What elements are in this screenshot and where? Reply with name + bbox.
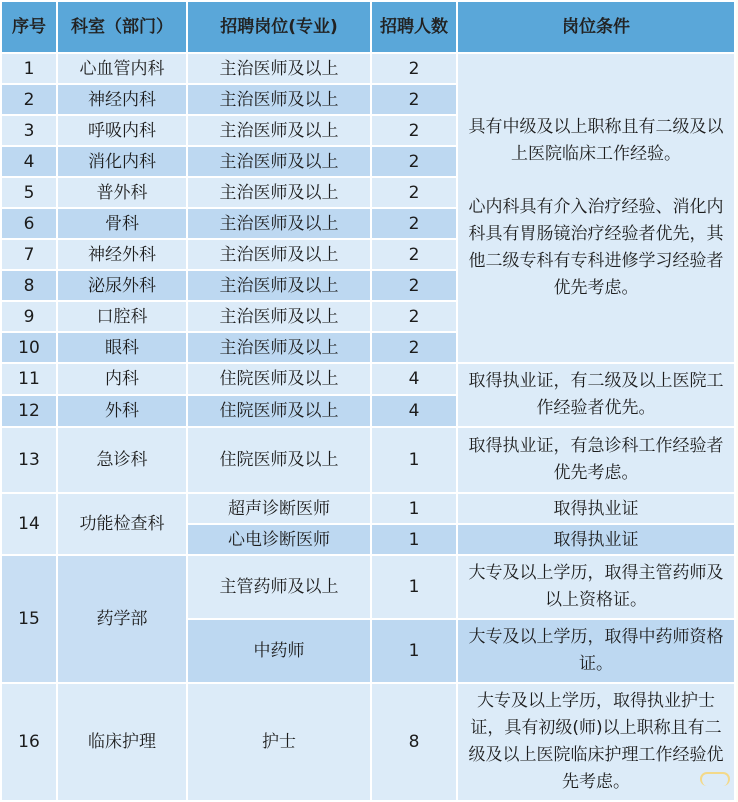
cell-no: 1 [1,53,57,84]
cell-post: 住院医师及以上 [187,395,371,427]
cell-post: 护士 [187,683,371,801]
cell-count: 1 [371,555,457,619]
cell-dept: 神经内科 [57,84,187,115]
cell-conditions: 取得执业证 [457,524,735,555]
cell-count: 2 [371,177,457,208]
cell-conditions-group2: 取得执业证，有二级及以上医院工作经验者优先。 [457,363,735,427]
cell-dept: 骨科 [57,208,187,239]
cell-dept: 药学部 [57,555,187,683]
cell-count: 1 [371,524,457,555]
table-row [1,53,735,84]
header-dept: 科室（部门） [57,1,187,53]
cell-post: 主治医师及以上 [187,53,371,84]
cell-dept: 急诊科 [57,427,187,493]
cell-dept: 眼科 [57,332,187,363]
cell-post: 主治医师及以上 [187,270,371,301]
cell-no: 4 [1,146,57,177]
table-row [1,427,735,493]
cell-dept: 神经外科 [57,239,187,270]
cell-conditions-row16: 大专及以上学历，取得执业护士证，具有初级(师)以上职称且有二级及以上医院临床护理工作经验优先考虑。 [457,683,735,801]
table-row [1,683,735,801]
cell-no: 2 [1,84,57,115]
cell-dept: 呼吸内科 [57,115,187,146]
cell-post: 中药师 [187,619,371,683]
cell-post: 主治医师及以上 [187,115,371,146]
decorative-corner [700,772,730,786]
cell-count: 2 [371,239,457,270]
table-row [1,363,735,395]
cell-post: 住院医师及以上 [187,427,371,493]
cell-no: 3 [1,115,57,146]
cell-no: 11 [1,363,57,395]
cell-no: 16 [1,683,57,801]
cell-count: 1 [371,493,457,524]
cell-post: 住院医师及以上 [187,363,371,395]
cell-count: 4 [371,363,457,395]
cell-post: 主治医师及以上 [187,332,371,363]
cell-conditions: 大专及以上学历，取得中药师资格证。 [457,619,735,683]
cell-dept: 内科 [57,363,187,395]
cell-count: 2 [371,146,457,177]
cell-post: 主治医师及以上 [187,177,371,208]
cell-post: 超声诊断医师 [187,493,371,524]
conditions-group1-a: 具有中级及以上职称且有二级及以上医院临床工作经验。 [464,114,728,168]
cell-no: 5 [1,177,57,208]
cell-dept: 消化内科 [57,146,187,177]
cell-count: 8 [371,683,457,801]
cell-no: 13 [1,427,57,493]
cell-dept: 外科 [57,395,187,427]
cell-count: 2 [371,270,457,301]
cell-dept: 泌尿外科 [57,270,187,301]
cell-count: 2 [371,53,457,84]
header-row [1,1,735,53]
cell-post: 主治医师及以上 [187,301,371,332]
cell-dept: 普外科 [57,177,187,208]
cell-dept: 口腔科 [57,301,187,332]
cell-dept: 临床护理 [57,683,187,801]
cell-no: 9 [1,301,57,332]
cell-post: 主治医师及以上 [187,208,371,239]
cell-count: 1 [371,619,457,683]
cell-post: 主治医师及以上 [187,146,371,177]
header-no: 序号 [1,1,57,53]
cell-no: 6 [1,208,57,239]
header-count: 招聘人数 [371,1,457,53]
cell-no: 15 [1,555,57,683]
conditions-group1-b: 心内科具有介入治疗经验、消化内科具有胃肠镜治疗经验者优先，其他二级专科有专科进修学习经验者优先考虑。 [464,194,728,302]
cell-post: 主治医师及以上 [187,239,371,270]
cell-count: 1 [371,427,457,493]
header-post: 招聘岗位(专业) [187,1,371,53]
cell-conditions: 大专及以上学历，取得主管药师及以上资格证。 [457,555,735,619]
cell-count: 2 [371,208,457,239]
cell-post: 主管药师及以上 [187,555,371,619]
cell-conditions: 取得执业证 [457,493,735,524]
cell-count: 2 [371,301,457,332]
cell-conditions-row13: 取得执业证，有急诊科工作经验者优先考虑。 [457,427,735,493]
cell-no: 7 [1,239,57,270]
cell-no: 10 [1,332,57,363]
header-conditions: 岗位条件 [457,1,735,53]
cell-post: 主治医师及以上 [187,84,371,115]
cell-no: 14 [1,493,57,555]
cell-count: 2 [371,115,457,146]
table-row [1,493,735,524]
cell-count: 2 [371,84,457,115]
cell-dept: 心血管内科 [57,53,187,84]
cell-no: 8 [1,270,57,301]
cell-dept: 功能检查科 [57,493,187,555]
cell-count: 4 [371,395,457,427]
cell-conditions-group1 [457,53,735,363]
cell-count: 2 [371,332,457,363]
table-row [1,555,735,619]
cell-no: 12 [1,395,57,427]
cell-post: 心电诊断医师 [187,524,371,555]
